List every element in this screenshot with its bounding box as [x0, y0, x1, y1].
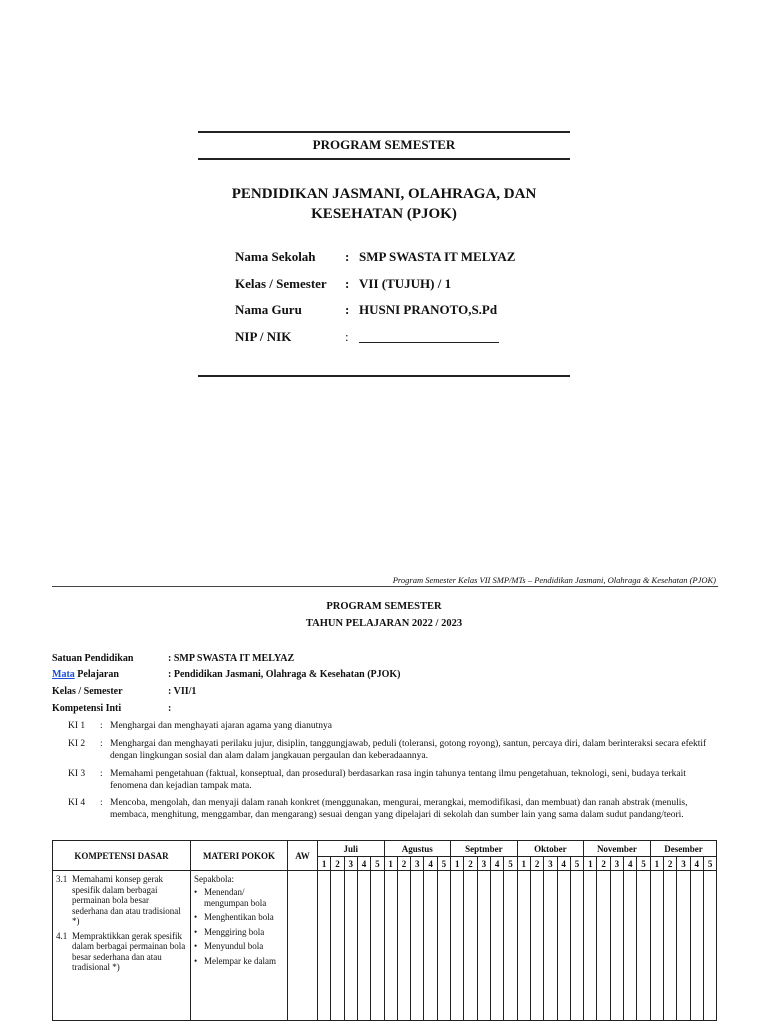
month-header: Septmber [451, 841, 518, 857]
field-label: Kelas / Semester [235, 276, 327, 291]
page2-title: PROGRAM SEMESTER [326, 601, 442, 612]
week-header: 5 [570, 857, 583, 871]
info-value: : VII/1 [168, 686, 197, 697]
week-cell [570, 871, 583, 1021]
running-head: Program Semester Kelas VII SMP/MTs – Pendidikan Jasmani, Olahraga & Kesehatan (PJOK) [392, 575, 716, 585]
week-cell [517, 871, 530, 1021]
week-cell [637, 871, 650, 1021]
cover-subject-line1: PENDIDIKAN JASMANI, OLAHRAGA, DAN [231, 186, 537, 202]
ki-item [68, 768, 718, 792]
week-header: 3 [610, 857, 623, 871]
kd-text: Memahami konsep gerak spesifik dalam berbagai permainan bola besar sederhana dan atau tradisional *) [72, 874, 181, 926]
week-cell [424, 871, 437, 1021]
info-value: : Pendidikan Jasmani, Olahraga & Kesehatan (PJOK) [168, 669, 401, 680]
materi-item [194, 956, 284, 967]
field-colon: : [345, 302, 350, 317]
week-cell [451, 871, 464, 1021]
month-header: November [584, 841, 651, 857]
cover-bottom-rule [198, 375, 570, 377]
week-header: 1 [517, 857, 530, 871]
ki-item [68, 797, 718, 821]
week-header: 3 [677, 857, 690, 871]
info-label: Satuan Pendidikan [52, 653, 134, 664]
week-cell [477, 871, 490, 1021]
week-header: 4 [624, 857, 637, 871]
week-cell [397, 871, 410, 1021]
week-cell [318, 871, 331, 1021]
materi-head: Sepakbola: [194, 874, 234, 884]
info-ki [52, 703, 171, 717]
week-cell [703, 871, 716, 1021]
header-kompetensi-dasar: KOMPETENSI DASAR [53, 841, 191, 871]
ki-text: Mencoba, mengolah, dan menyaji dalam ranah konkret (menggunakan, mengurai, merangkai, memodifikasi, dan membuat) dan ranah abstrak (menulis, membaca, menghitung, menggambar, dan mengarang) sesuai dengan yang dipelajari di sekolah dan sumber lain yang sama dalam sudut pandang/teori. [110, 798, 688, 820]
week-header: 1 [650, 857, 663, 871]
week-cell [650, 871, 663, 1021]
field-colon: : [345, 276, 350, 291]
week-header: 5 [437, 857, 450, 871]
materi-text: Menyundul bola [204, 941, 264, 951]
table-row [53, 871, 717, 1021]
page2-year: TAHUN PELAJARAN 2022 / 2023 [305, 618, 463, 629]
week-header: 3 [344, 857, 357, 871]
info-label: Kelas / Semester [52, 686, 123, 697]
week-header: 3 [411, 857, 424, 871]
cover-field-nip [235, 329, 499, 349]
cover-subject-line2: KESEHATAN (PJOK) [311, 206, 457, 222]
week-cell [344, 871, 357, 1021]
week-cell [624, 871, 637, 1021]
week-cell [437, 871, 450, 1021]
materi-item [194, 941, 284, 952]
info-value: : SMP SWASTA IT MELYAZ [168, 653, 295, 664]
week-cell [677, 871, 690, 1021]
materi-text: Melempar ke dalam [204, 955, 276, 966]
cover-title: PROGRAM SEMESTER [312, 137, 456, 152]
bullet-icon: • [194, 955, 198, 966]
bullet-icon: • [194, 912, 198, 922]
ki-colon: : [100, 721, 103, 731]
week-header: 4 [557, 857, 570, 871]
materi-cell [191, 871, 288, 1021]
week-header: 2 [397, 857, 410, 871]
week-cell [690, 871, 703, 1021]
week-cell [664, 871, 677, 1021]
week-cell [557, 871, 570, 1021]
field-label: Nama Sekolah [235, 249, 316, 264]
week-header: 5 [703, 857, 716, 871]
ki-text: Memahami pengetahuan (faktual, konseptual, dan prosedural) berdasarkan rasa ingin tahunya tentang ilmu pengetahuan, teknologi, seni, budaya terkait fenomena dan kejadian tampak mata. [110, 769, 686, 791]
field-value: SMP SWASTA IT MELYAZ [359, 249, 516, 264]
week-header: 1 [384, 857, 397, 871]
ki-item [68, 738, 718, 762]
info-class [52, 686, 196, 700]
info-school [52, 653, 294, 667]
cover-subject [198, 184, 570, 224]
field-value: VII (TUJUH) / 1 [359, 276, 452, 291]
materi-text: Menendan/ mengumpan bola [204, 887, 267, 908]
header-materi-pokok: MATERI POKOK [191, 841, 288, 871]
week-header: 4 [490, 857, 503, 871]
ki-item [68, 720, 718, 732]
bullet-icon: • [194, 887, 198, 897]
materi-text: Menghentikan bola [204, 912, 274, 922]
info-label: Kompetensi Inti [52, 703, 122, 714]
ki-colon: : [100, 769, 103, 779]
week-header: 3 [544, 857, 557, 871]
week-cell [584, 871, 597, 1021]
schedule-table [52, 840, 717, 1021]
cover-title-rule [198, 158, 570, 160]
ki-text: Menghargai dan menghayati ajaran agama yang dianutnya [110, 721, 332, 731]
week-cell [490, 871, 503, 1021]
info-value: : [168, 703, 172, 714]
week-header: 4 [690, 857, 703, 871]
week-cell [357, 871, 370, 1021]
ki-text: Menghargai dan menghayati perilaku jujur, disiplin, tanggungjawab, peduli (toleransi, gotong royong), santun, percaya diri, dalam berinteraksi secara efektif dengan lingkungan sosial dan alam dalam jangkauan pergaulan dan keberadaannya. [110, 739, 707, 761]
field-colon: : [345, 249, 350, 264]
bullet-icon: • [194, 941, 198, 951]
cover-top-rule [198, 131, 570, 133]
cover-field-teacher [235, 302, 497, 322]
materi-item [194, 912, 284, 923]
kd-item [56, 874, 187, 927]
week-cell [544, 871, 557, 1021]
field-label: Nama Guru [235, 302, 302, 317]
info-label [52, 669, 168, 683]
mata-link[interactable]: Mata [52, 669, 75, 680]
week-header: 5 [637, 857, 650, 871]
week-header: 5 [504, 857, 517, 871]
ki-code: KI 1 [68, 721, 86, 731]
week-header: 2 [331, 857, 344, 871]
week-cell [411, 871, 424, 1021]
week-cell [610, 871, 623, 1021]
ki-code: KI 3 [68, 769, 86, 779]
materi-item [194, 887, 284, 908]
week-cell [331, 871, 344, 1021]
info-label-rest: Pelajaran [74, 669, 119, 680]
running-head-rule [52, 586, 718, 587]
month-header: Juli [318, 841, 385, 857]
week-header: 1 [318, 857, 331, 871]
kd-item [56, 931, 187, 973]
field-label: NIP / NIK [235, 329, 292, 344]
cover-field-school [235, 249, 515, 269]
week-header: 2 [464, 857, 477, 871]
week-header: 5 [371, 857, 384, 871]
ki-code: KI 2 [68, 739, 86, 749]
week-header: 1 [584, 857, 597, 871]
week-cell [464, 871, 477, 1021]
week-cell [504, 871, 517, 1021]
nip-blank-line [359, 329, 499, 343]
bullet-icon: • [194, 926, 198, 937]
info-subject [52, 669, 401, 683]
week-cell [371, 871, 384, 1021]
week-header: 2 [597, 857, 610, 871]
week-cell [530, 871, 543, 1021]
week-header: 2 [530, 857, 543, 871]
kd-text: Mempraktikkan gerak spesifik dalam berbagai permainan bola besar sederhana dan atau tradisional *) [72, 930, 186, 972]
month-header: Desember [650, 841, 717, 857]
week-cell [384, 871, 397, 1021]
week-header: 4 [424, 857, 437, 871]
ki-code: KI 4 [68, 798, 86, 808]
week-cell [597, 871, 610, 1021]
month-header: Agustus [384, 841, 451, 857]
materi-text: Menggiring bola [204, 926, 265, 937]
header-aw: AW [288, 841, 318, 871]
materi-item [194, 927, 284, 938]
cover-field-class [235, 276, 451, 296]
month-header: Oktober [517, 841, 584, 857]
week-header: 3 [477, 857, 490, 871]
kd-num: 3.1 [56, 874, 68, 884]
kd-cell [53, 871, 191, 1021]
kd-num: 4.1 [56, 930, 68, 941]
aw-cell [288, 871, 318, 1021]
field-value: HUSNI PRANOTO,S.Pd [359, 302, 498, 317]
week-header: 4 [357, 857, 370, 871]
ki-colon: : [100, 739, 103, 749]
field-colon: : [345, 329, 349, 344]
week-header: 2 [664, 857, 677, 871]
week-header: 1 [451, 857, 464, 871]
ki-colon: : [100, 798, 103, 808]
